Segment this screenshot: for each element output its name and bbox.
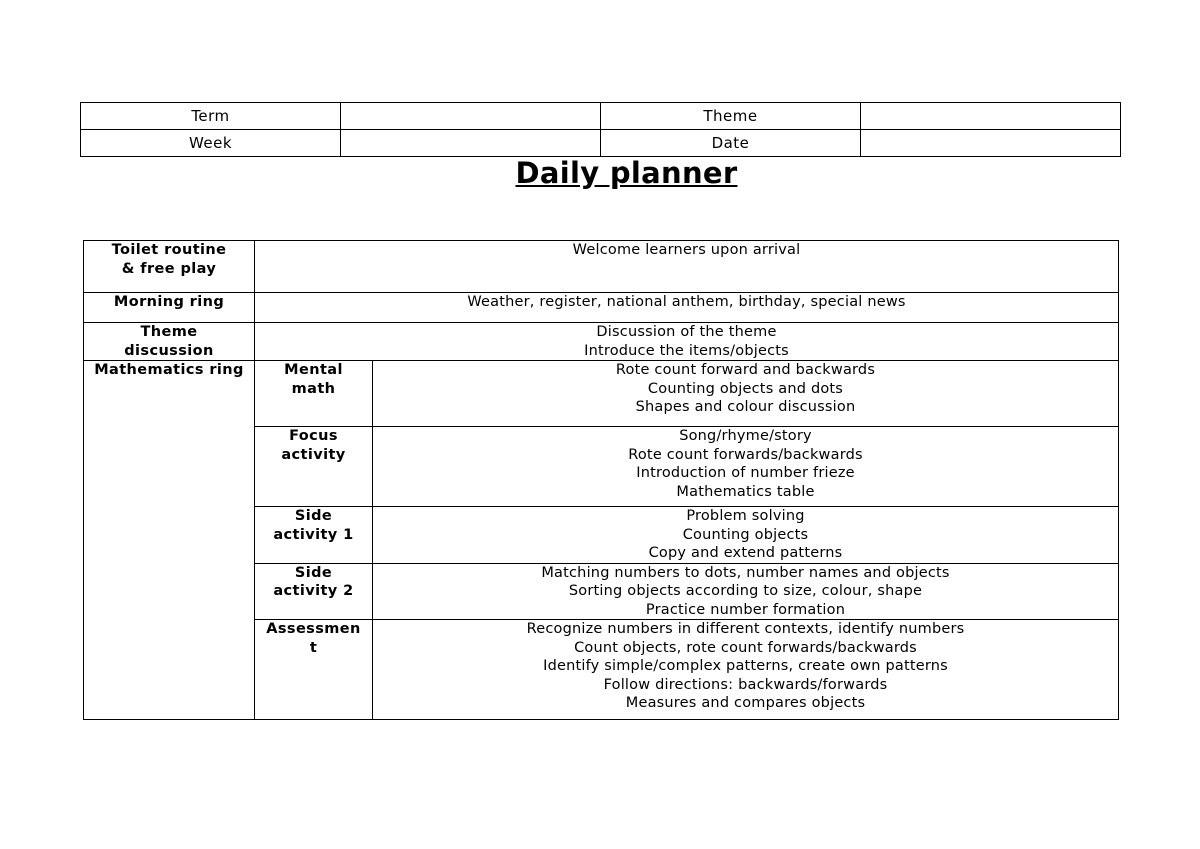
row-toilet-routine <box>84 241 1119 293</box>
side-activity-1-content <box>373 507 1119 564</box>
assessment-line: Count objects, rote count forwards/backwards <box>574 639 917 656</box>
morning-ring-content: Weather, register, national anthem, birthday, special news <box>255 293 1119 323</box>
assessment-line: Follow directions: backwards/forwards <box>603 676 888 693</box>
term-value-cell[interactable] <box>341 103 601 130</box>
theme-label: Theme <box>601 103 861 130</box>
planner-table <box>83 240 1119 720</box>
side-activity-2-label <box>255 563 373 620</box>
mental-math-line: Rote count forward and backwards <box>615 362 876 378</box>
toilet-routine-label-line2: & free play <box>121 260 217 277</box>
assessment-label-line1: Assessmen <box>266 621 361 637</box>
assessment-line: Measures and compares objects <box>625 695 866 711</box>
theme-discussion-label-line1: Theme <box>140 324 198 340</box>
focus-activity-line: Mathematics table <box>676 483 815 500</box>
side-activity-2-label-line2: activity 2 <box>273 583 354 599</box>
focus-activity-line: Rote count forwards/backwards <box>628 446 863 463</box>
row-theme-discussion <box>84 323 1119 361</box>
focus-activity-content <box>373 427 1119 507</box>
assessment-line: Identify simple/complex patterns, create own patterns <box>543 658 948 674</box>
header-row-week-date <box>81 130 1121 157</box>
date-label: Date <box>601 130 861 157</box>
header-row-term-theme <box>81 103 1121 130</box>
morning-ring-label: Morning ring <box>84 293 255 323</box>
row-mental-math <box>84 361 1119 427</box>
page-title: Daily planner <box>515 156 738 190</box>
side-activity-1-line: Problem solving <box>686 508 805 524</box>
toilet-routine-text: Welcome learners upon arrival <box>572 242 801 258</box>
toilet-routine-label <box>84 241 255 293</box>
side-activity-1-label-line1: Side <box>294 508 333 524</box>
side-activity-2-content <box>373 563 1119 620</box>
focus-activity-label <box>255 427 373 507</box>
focus-activity-label-line2: activity <box>281 446 346 463</box>
focus-activity-line: Song/rhyme/story <box>679 428 812 444</box>
theme-discussion-label <box>84 323 255 361</box>
mental-math-content <box>373 361 1119 427</box>
mental-math-label <box>255 361 373 427</box>
toilet-routine-label-line1: Toilet routine <box>111 242 227 258</box>
focus-activity-line: Introduction of number frieze <box>636 465 855 481</box>
focus-activity-label-line1: Focus <box>289 428 338 444</box>
mental-math-line: Shapes and colour discussion <box>635 399 856 415</box>
side-activity-2-line: Sorting objects according to size, colour, shape <box>568 583 923 599</box>
assessment-label-line2: t <box>309 639 318 656</box>
side-activity-2-line: Matching numbers to dots, number names and objects <box>541 564 950 581</box>
week-value-cell[interactable] <box>341 130 601 157</box>
theme-value-cell[interactable] <box>861 103 1121 130</box>
assessment-line: Recognize numbers in different contexts, identify numbers <box>526 621 965 637</box>
side-activity-1-label <box>255 507 373 564</box>
assessment-content <box>373 620 1119 720</box>
row-morning-ring <box>84 293 1119 323</box>
mental-math-line: Counting objects and dots <box>647 380 844 397</box>
theme-discussion-line2: Introduce the items/objects <box>584 342 789 359</box>
side-activity-1-line: Counting objects <box>682 526 809 543</box>
term-label: Term <box>81 103 341 130</box>
theme-discussion-line1: Discussion of the theme <box>596 324 777 340</box>
side-activity-1-label-line2: activity 1 <box>273 526 354 543</box>
theme-discussion-label-line2: discussion <box>124 342 214 359</box>
mathematics-ring-label: Mathematics ring <box>84 361 255 720</box>
week-label: Week <box>81 130 341 157</box>
side-activity-2-line: Practice number formation <box>645 601 846 618</box>
date-value-cell[interactable] <box>861 130 1121 157</box>
side-activity-2-label-line1: Side <box>294 564 333 581</box>
mental-math-label-line1: Mental <box>284 362 343 378</box>
theme-discussion-content <box>255 323 1119 361</box>
side-activity-1-line: Copy and extend patterns <box>648 545 843 561</box>
assessment-label <box>255 620 373 720</box>
mental-math-label-line2: math <box>291 380 336 397</box>
header-table <box>80 102 1121 157</box>
toilet-routine-content <box>255 241 1119 293</box>
